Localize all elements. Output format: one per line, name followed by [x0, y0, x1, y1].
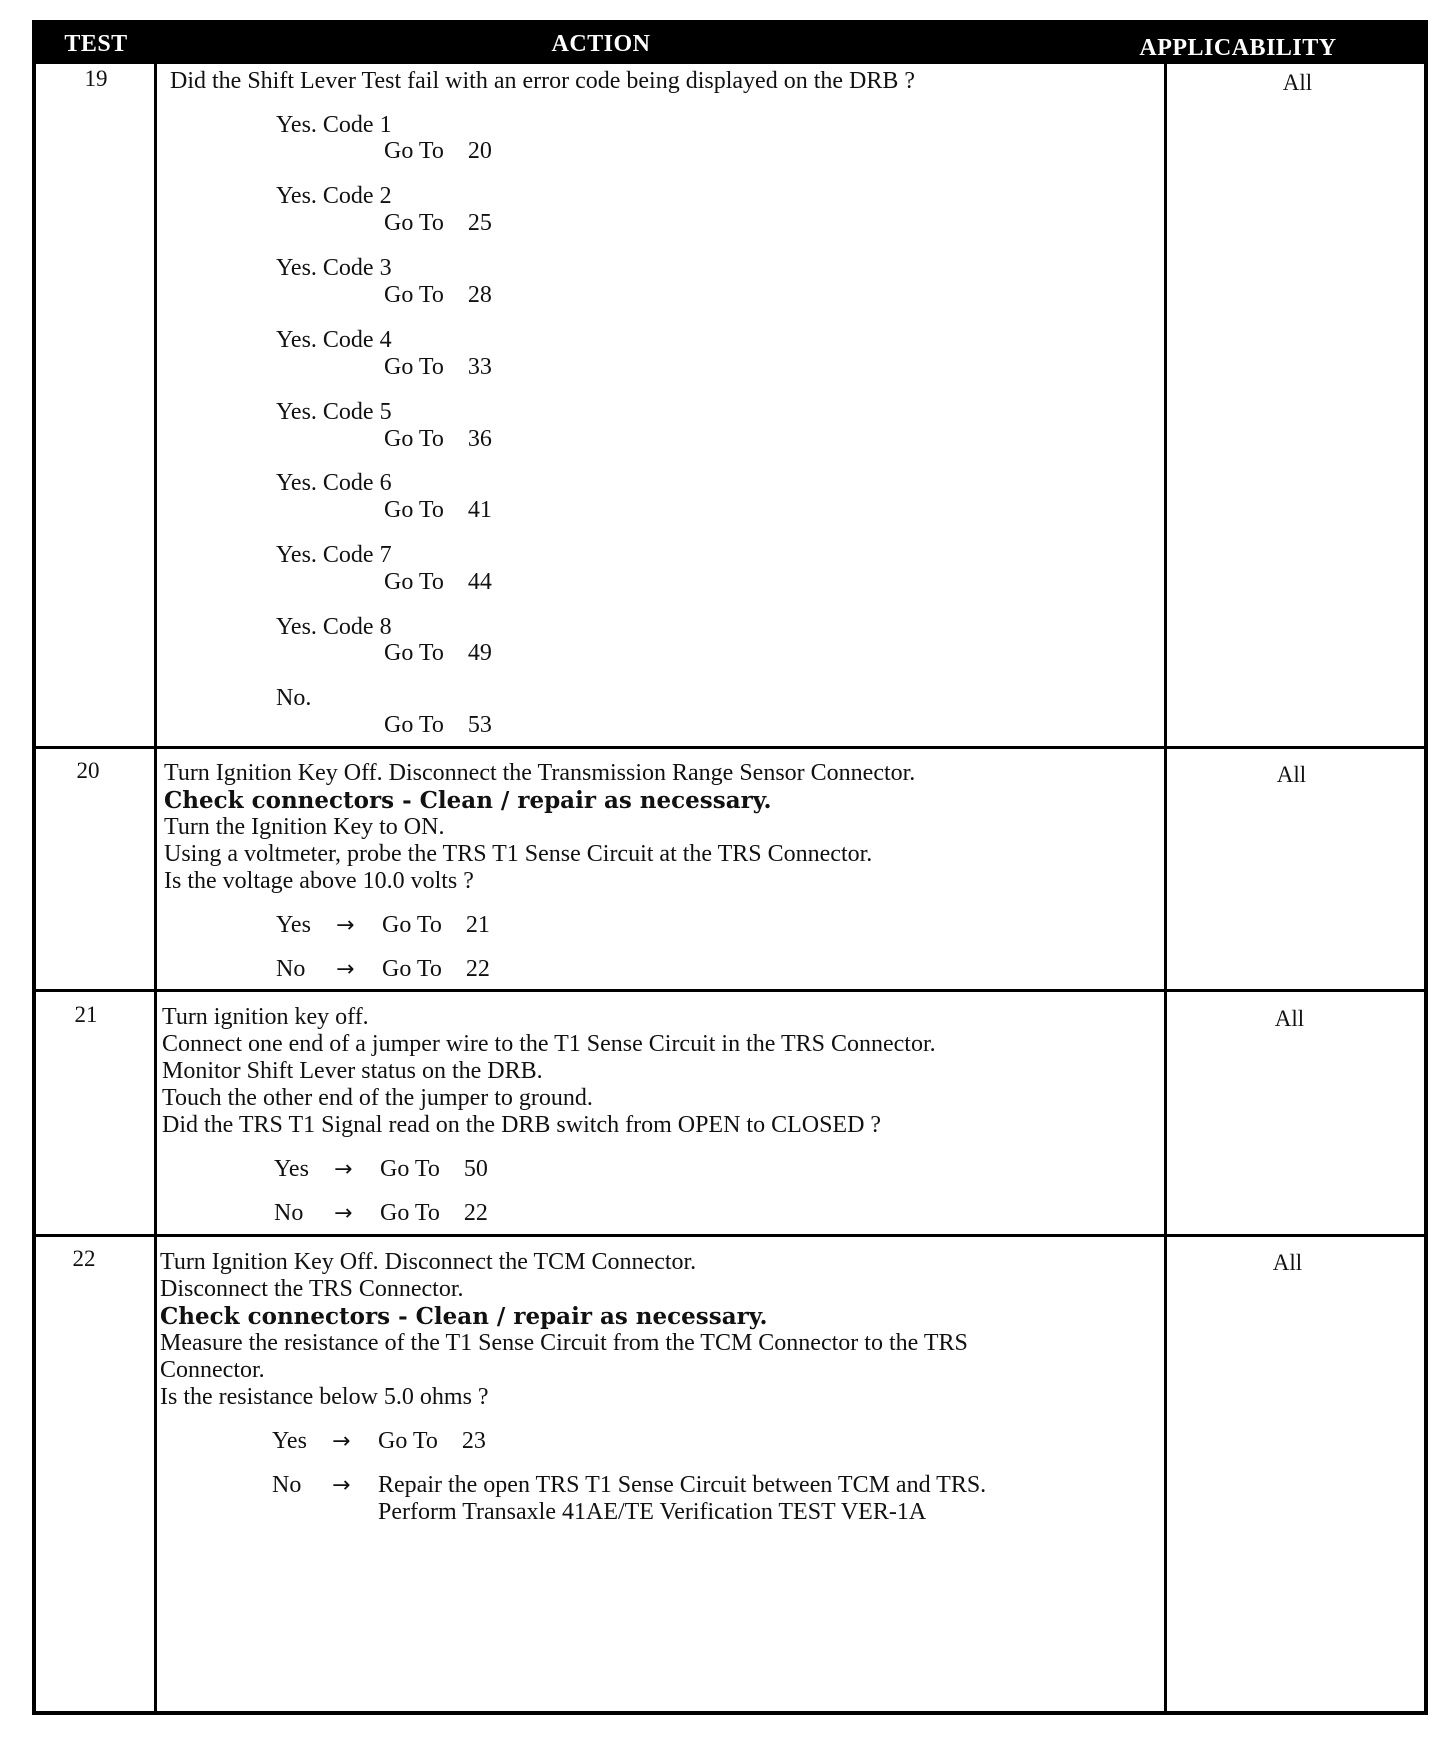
option-label: Yes. Code 1: [276, 112, 392, 138]
column-divider-test: [154, 64, 157, 1711]
goto-line: Go To 21: [382, 912, 490, 938]
arrow-icon: →: [332, 1473, 351, 1498]
answer-label: Yes: [274, 1156, 309, 1182]
option-label: Yes. Code 6: [276, 470, 392, 496]
arrow-icon: →: [336, 957, 355, 982]
step-text: Touch the other end of the jumper to ground.: [162, 1085, 593, 1111]
step-text: Connector.: [160, 1357, 265, 1383]
test-number: 22: [72, 1246, 96, 1271]
test-number: 19: [84, 66, 108, 91]
option-label: Yes. Code 3: [276, 255, 392, 281]
goto-line: Go To 28: [384, 282, 492, 308]
goto-line: Go To 33: [384, 354, 492, 380]
row-divider: [36, 1234, 1424, 1237]
step-text: Turn Ignition Key Off. Disconnect the TCM Connector.: [160, 1249, 697, 1275]
goto-line: Go To 41: [384, 497, 492, 523]
step-text: Measure the resistance of the T1 Sense Circuit from the TCM Connector to the TRS: [160, 1330, 968, 1356]
step-text: Using a voltmeter, probe the TRS T1 Sense Circuit at the TRS Connector.: [164, 841, 873, 867]
header-action: ACTION: [551, 31, 651, 57]
step-text: Is the voltage above 10.0 volts ?: [164, 868, 474, 894]
step-text: Did the TRS T1 Signal read on the DRB switch from OPEN to CLOSED ?: [162, 1112, 882, 1138]
option-label: No.: [276, 685, 312, 711]
test-number: 20: [76, 758, 100, 783]
table-header: [36, 24, 1424, 64]
option-label: Yes. Code 2: [276, 183, 392, 209]
repair-instruction: Repair the open TRS T1 Sense Circuit between TCM and TRS.: [378, 1472, 987, 1498]
option-label: Yes. Code 4: [276, 327, 392, 353]
answer-label: No: [276, 956, 306, 982]
step-text: Turn the Ignition Key to ON.: [164, 814, 445, 840]
applicability-value: All: [1274, 1006, 1305, 1031]
goto-line: Go To 20: [384, 138, 492, 164]
test-number: 21: [74, 1002, 98, 1027]
step-text-bold: Check connectors - Clean / repair as necessary.: [164, 787, 772, 814]
test-procedure-table: [32, 20, 1428, 1715]
step-text: Is the resistance below 5.0 ohms ?: [160, 1384, 489, 1410]
answer-label: No: [272, 1472, 302, 1498]
step-text: Turn Ignition Key Off. Disconnect the Transmission Range Sensor Connector.: [164, 760, 916, 786]
arrow-icon: →: [334, 1201, 353, 1226]
arrow-icon: →: [336, 913, 355, 938]
verification-instruction: Perform Transaxle 41AE/TE Verification TEST VER-1A: [378, 1499, 927, 1525]
goto-line: Go To 22: [382, 956, 490, 982]
goto-line: Go To 23: [378, 1428, 486, 1454]
goto-line: Go To 53: [384, 712, 492, 738]
row-divider: [36, 746, 1424, 749]
step-text: Connect one end of a jumper wire to the T1 Sense Circuit in the TRS Connector.: [162, 1031, 936, 1057]
applicability-value: All: [1272, 1250, 1303, 1275]
applicability-value: All: [1276, 762, 1307, 787]
header-applicability: APPLICABILITY: [1139, 35, 1337, 61]
goto-line: Go To 25: [384, 210, 492, 236]
step-text-bold: Check connectors - Clean / repair as necessary.: [160, 1303, 768, 1330]
row-divider: [36, 989, 1424, 992]
question-text: Did the Shift Lever Test fail with an error code being displayed on the DRB ?: [170, 68, 916, 94]
applicability-value: All: [1282, 70, 1313, 95]
column-divider-applicability: [1164, 64, 1167, 1711]
header-test: TEST: [64, 31, 128, 57]
option-label: Yes. Code 7: [276, 542, 392, 568]
arrow-icon: →: [334, 1157, 353, 1182]
answer-label: Yes: [276, 912, 311, 938]
answer-label: Yes: [272, 1428, 307, 1454]
option-label: Yes. Code 5: [276, 399, 392, 425]
goto-line: Go To 22: [380, 1200, 488, 1226]
goto-line: Go To 44: [384, 569, 492, 595]
step-text: Monitor Shift Lever status on the DRB.: [162, 1058, 543, 1084]
arrow-icon: →: [332, 1429, 351, 1454]
goto-line: Go To 36: [384, 426, 492, 452]
step-text: Turn ignition key off.: [162, 1004, 369, 1030]
option-label: Yes. Code 8: [276, 614, 392, 640]
goto-line: Go To 50: [380, 1156, 488, 1182]
answer-label: No: [274, 1200, 304, 1226]
step-text: Disconnect the TRS Connector.: [160, 1276, 464, 1302]
goto-line: Go To 49: [384, 640, 492, 666]
